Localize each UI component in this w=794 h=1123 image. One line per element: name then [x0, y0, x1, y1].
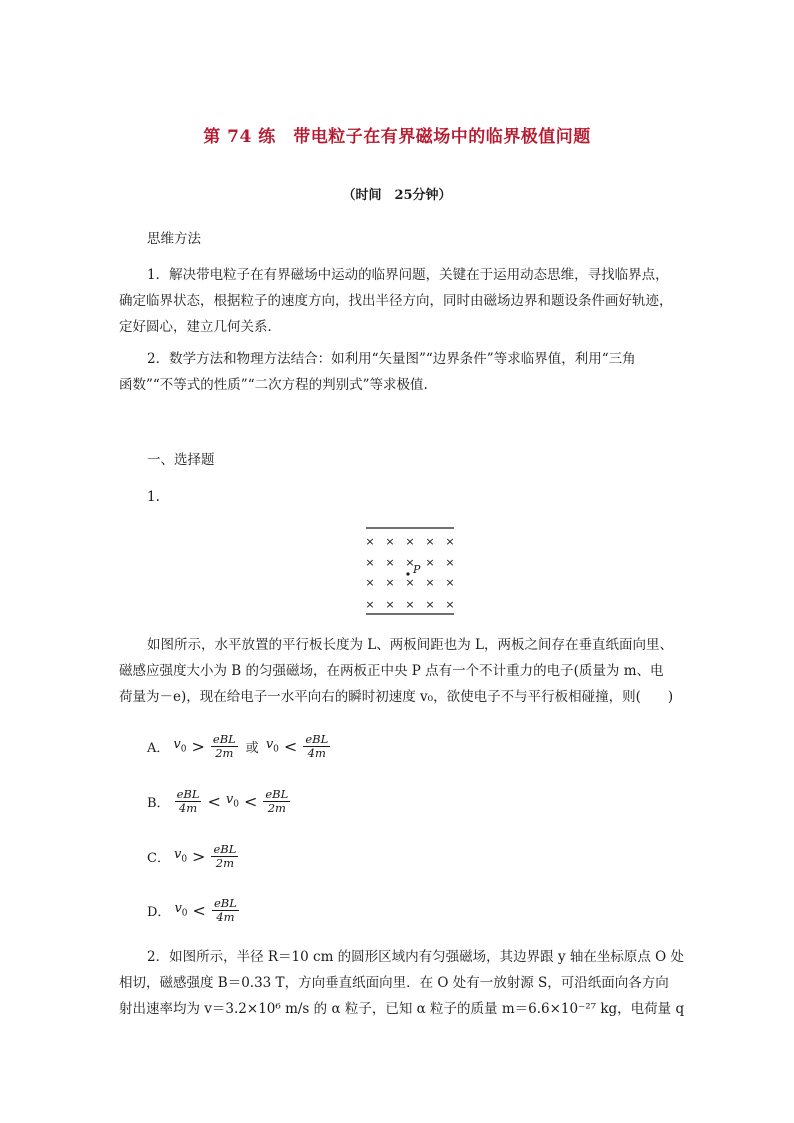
- paragraph-line: 相切，磁感强度 B＝0.33 T，方向垂直纸面向里．在 O 处有一放射源 S，可沿纸面向各方向: [119, 975, 669, 991]
- field-cross: ×: [385, 598, 395, 611]
- page-title: 第 74 练 带电粒子在有界磁场中的临界极值问题: [203, 127, 591, 147]
- field-cross: ×: [365, 556, 375, 569]
- option-a[interactable]: [147, 726, 331, 766]
- point-p-dot: [406, 572, 409, 575]
- option-d[interactable]: [147, 890, 240, 930]
- field-cross: ×: [445, 535, 455, 548]
- fraction-numerator: eBL: [213, 895, 237, 910]
- paragraph-line: 荷量为－e)，现在给电子一水平向右的瞬时初速度 v₀，欲使电子不与平行板相碰撞，则( ): [119, 689, 674, 705]
- field-cross: ×: [445, 598, 455, 611]
- fraction-denominator: 4m: [307, 745, 326, 760]
- method-paragraph-2: [119, 346, 636, 398]
- fraction: [211, 733, 238, 760]
- fraction-denominator: 2m: [215, 745, 234, 760]
- fraction-denominator: 4m: [178, 800, 198, 815]
- field-cross: ×: [365, 576, 375, 589]
- field-cross: ×: [385, 576, 395, 589]
- v0-symbol: $v_0$: [173, 737, 187, 755]
- option-label: B．: [147, 795, 170, 811]
- method-heading: 思维方法: [147, 231, 201, 247]
- fraction-denominator: 4m: [216, 909, 235, 924]
- magnetic-field-diagram: [363, 525, 457, 617]
- v0-symbol: $v_0$: [265, 737, 279, 755]
- field-cross: ×: [445, 556, 455, 569]
- paragraph-line: 定好圆心，建立几何关系．: [119, 319, 281, 335]
- field-cross: ×: [385, 556, 395, 569]
- greater-than-sign: >: [192, 846, 206, 866]
- question-1-number: 1.: [147, 489, 160, 505]
- field-crosses: [365, 535, 454, 611]
- field-cross: ×: [365, 535, 375, 548]
- point-p-label: P: [413, 563, 421, 576]
- field-cross: ×: [405, 535, 415, 548]
- less-than-sign: <: [243, 791, 258, 811]
- field-cross: ×: [405, 576, 415, 589]
- option-label: A．: [147, 740, 170, 756]
- less-than-sign: <: [207, 791, 221, 811]
- fraction: [303, 733, 330, 760]
- less-than-sign: <: [192, 900, 206, 920]
- fraction: [211, 843, 238, 870]
- v0-symbol: $v_0$: [173, 847, 188, 865]
- greater-than-sign: >: [191, 736, 205, 756]
- section-heading: 一、选择题: [147, 452, 215, 468]
- paragraph-line: 1．解决带电粒子在有界磁场中运动的临界问题，关键在于运用动态思维，寻找临界点，: [147, 267, 669, 283]
- fraction-numerator: eBL: [265, 786, 289, 801]
- fraction: [263, 788, 290, 815]
- field-cross: ×: [405, 556, 415, 569]
- fraction-numerator: eBL: [305, 731, 329, 746]
- paragraph-line: 磁感应强度大小为 B 的匀强磁场，在两板正中央 P 点有一个不计重力的电子(质量为 m、电: [119, 663, 664, 679]
- fraction: [175, 788, 202, 815]
- field-cross: ×: [425, 556, 435, 569]
- field-cross: ×: [425, 535, 435, 548]
- question-2-stem: [119, 944, 684, 1022]
- option-label: D．: [147, 904, 171, 920]
- less-than-sign: <: [283, 736, 298, 756]
- field-cross: ×: [385, 535, 395, 548]
- field-cross: ×: [365, 598, 375, 611]
- paragraph-line: 如图所示，水平放置的平行板长度为 L、两板间距也为 L，两板之间存在垂直纸面向里、: [147, 637, 674, 653]
- v0-symbol: $v_0$: [225, 792, 239, 810]
- fraction-numerator: eBL: [176, 786, 200, 801]
- field-cross: ×: [425, 598, 435, 611]
- v0-symbol: $v_0$: [174, 901, 188, 919]
- fraction-numerator: eBL: [212, 731, 236, 746]
- paragraph-line: 函数”“不等式的性质”“二次方程的判别式”等求极值.: [119, 377, 428, 393]
- or-connector: 或: [245, 740, 259, 756]
- paragraph-line: 射出速率均为 v＝3.2×10⁶ m/s 的 α 粒子，已知 α 粒子的质量 m＝6.6×10⁻²⁷ kg，电荷量 q: [119, 1001, 685, 1017]
- option-c[interactable]: [147, 836, 239, 876]
- paragraph-line: 确定临界状态，根据粒子的速度方向，找出半径方向，同时由磁场边界和题设条件画好轨迹，: [119, 293, 673, 309]
- option-label: C．: [147, 850, 170, 866]
- paragraph-line: 2．数学方法和物理方法结合：如利用“矢量图”“边界条件”等求临界值，利用“三角: [147, 351, 636, 367]
- field-cross: ×: [405, 598, 415, 611]
- fraction-denominator: 2m: [215, 855, 235, 870]
- field-cross: ×: [425, 576, 435, 589]
- fraction: [212, 897, 239, 924]
- fraction-denominator: 2m: [267, 800, 286, 815]
- paragraph-line: 2．如图所示，半径 R＝10 cm 的圆形区域内有匀强磁场，其边界跟 y 轴在坐标原点 O 处: [147, 949, 685, 965]
- time-limit: （时间 25分钟）: [342, 188, 452, 203]
- field-cross: ×: [445, 576, 455, 589]
- fraction-numerator: eBL: [213, 841, 237, 856]
- option-b[interactable]: [147, 781, 291, 821]
- question-1-stem: [119, 632, 673, 710]
- method-paragraph-1: [119, 262, 673, 340]
